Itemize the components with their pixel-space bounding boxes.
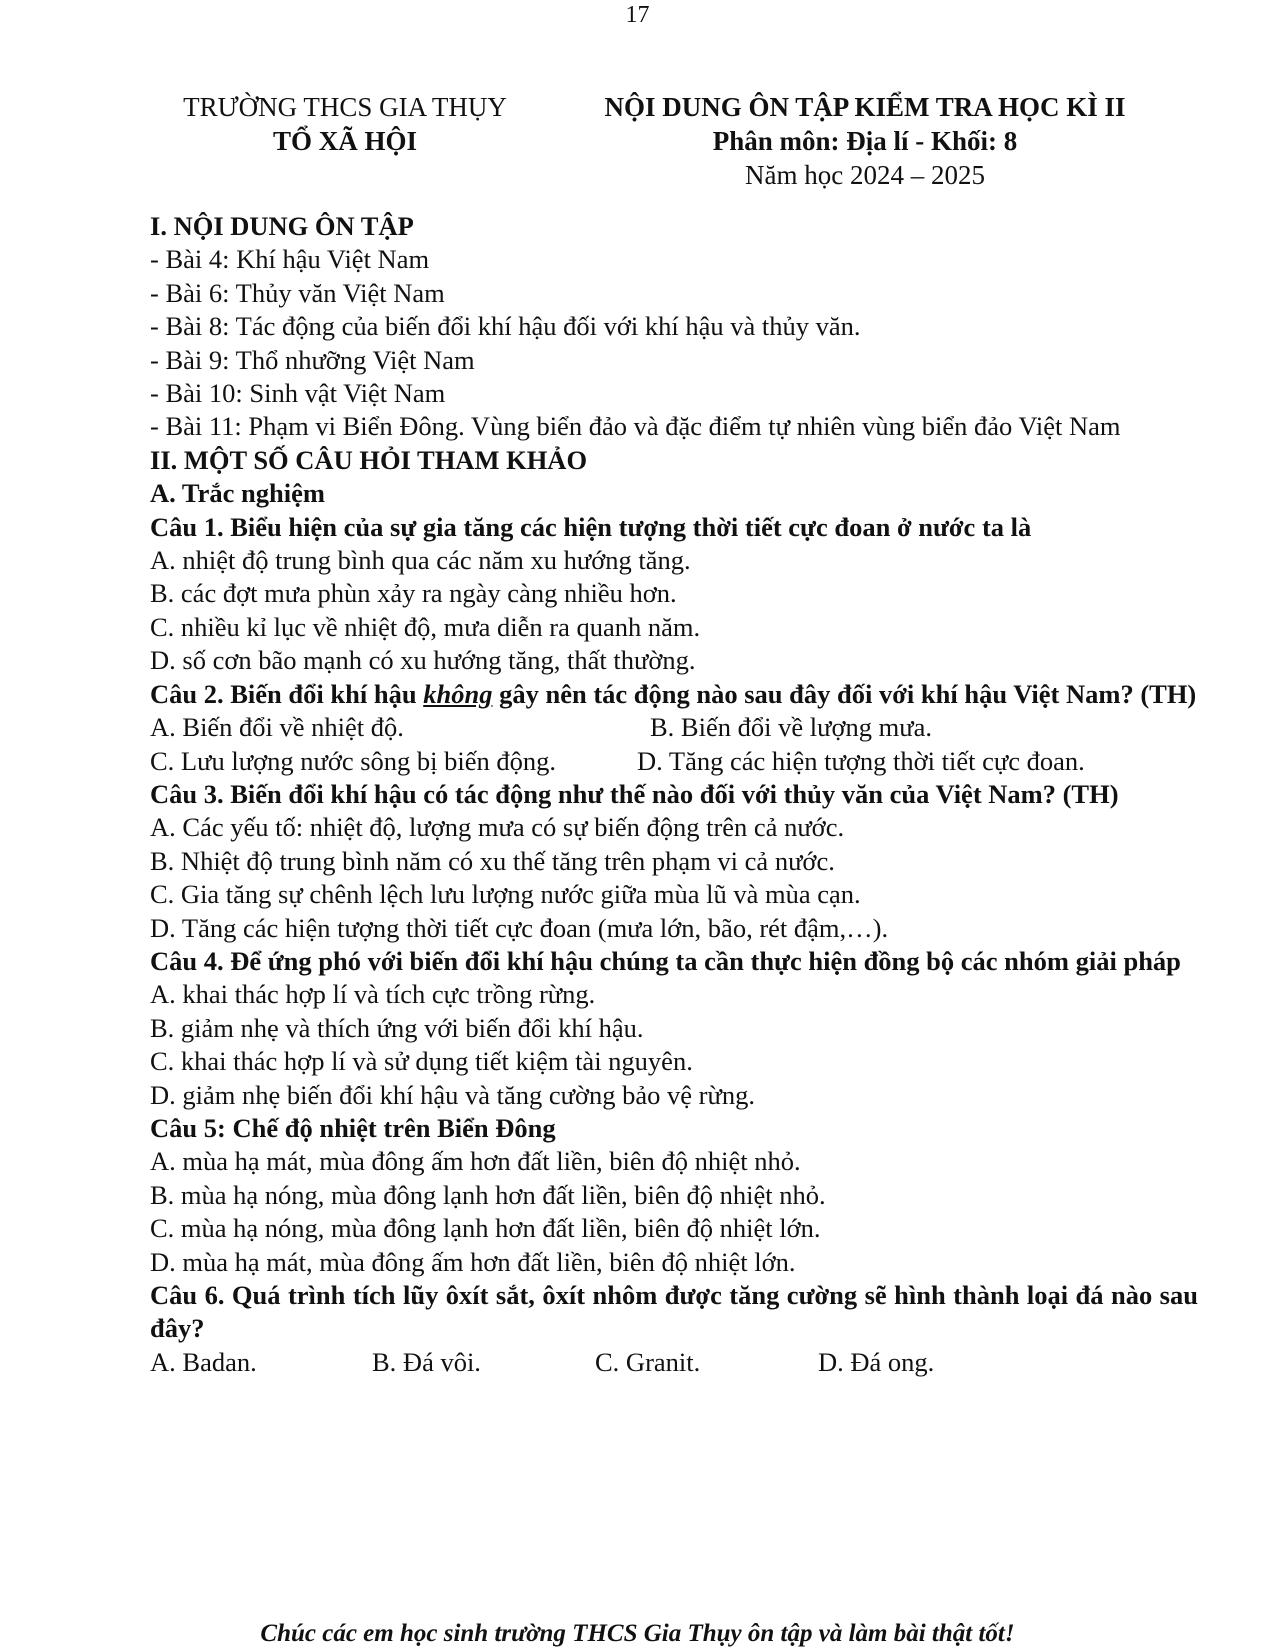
question-6: Câu 6. Quá trình tích lũy ôxít sắt, ôxít nhôm được tăng cường sẽ hình thành loại đá nào sau đây? xyxy=(150,1280,1198,1344)
school-name: TRƯỜNG THCS GIA THỤY xyxy=(183,92,507,122)
option: D. số cơn bão mạnh có xu hướng tăng, thất thường. xyxy=(150,645,696,676)
footer-message: Chúc các em học sinh trường THCS Gia Thụy ôn tập và làm bài thật tốt! xyxy=(260,1620,1015,1647)
question-2 xyxy=(150,678,1198,711)
option-row xyxy=(150,745,1198,778)
list-item: - Bài 6: Thủy văn Việt Nam xyxy=(150,277,445,308)
subject-line: Phân môn: Địa lí - Khối: 8 xyxy=(712,126,1018,156)
option: C. khai thác hợp lí và sử dụng tiết kiệm tài nguyên. xyxy=(150,1046,693,1077)
question-5: Câu 5: Chế độ nhiệt trên Biển Đông xyxy=(150,1112,556,1143)
subsection-heading: A. Trắc nghiệm xyxy=(150,478,325,509)
option: D. Tăng các hiện tượng thời tiết cực đoan (mưa lớn, bão, rét đậm,…). xyxy=(150,912,889,943)
list-item: - Bài 10: Sinh vật Việt Nam xyxy=(150,378,446,409)
list-item: - Bài 9: Thổ nhưỡng Việt Nam xyxy=(150,344,475,375)
section-heading: I. NỘI DUNG ÔN TẬP xyxy=(150,211,414,241)
option: A. nhiệt độ trung bình qua các năm xu hướng tăng. xyxy=(150,545,691,576)
document-title: NỘI DUNG ÔN TẬP KIỂM TRA HỌC KÌ II xyxy=(604,92,1126,122)
page-number: 17 xyxy=(625,2,650,28)
list-item: - Bài 8: Tác động của biến đổi khí hậu đối với khí hậu và thủy văn. xyxy=(150,311,861,342)
option: A. khai thác hợp lí và tích cực trồng rừng. xyxy=(150,979,596,1010)
emphasis-word: không xyxy=(423,678,493,709)
question-text: gây nên tác động nào sau đây đối với khí hậu Việt Nam? (TH) xyxy=(499,678,1197,709)
school-year: Năm học 2024 – 2025 xyxy=(745,160,985,190)
option: C. Lưu lượng nước sông bị biến động. xyxy=(150,745,557,776)
option: C. mùa hạ nóng, mùa đông lạnh hơn đất liền, biên độ nhiệt lớn. xyxy=(150,1213,821,1244)
option: C. Granit. xyxy=(595,1346,701,1377)
option: B. Nhiệt độ trung bình năm có xu thế tăng trên phạm vi cả nước. xyxy=(150,845,835,876)
option: D. mùa hạ mát, mùa đông ấm hơn đất liền, biên độ nhiệt lớn. xyxy=(150,1246,796,1277)
option: D. giảm nhẹ biến đổi khí hậu và tăng cường bảo vệ rừng. xyxy=(150,1079,755,1110)
section-heading: II. MỘT SỐ CÂU HỎI THAM KHẢO xyxy=(150,444,588,475)
option: C. nhiều kỉ lục về nhiệt độ, mưa diễn ra quanh năm. xyxy=(150,611,701,642)
header-left xyxy=(160,90,530,158)
question-text: Câu 2. Biến đổi khí hậu xyxy=(150,678,417,709)
header-right xyxy=(560,90,1170,192)
department-name: TỔ XÃ HỘI xyxy=(272,126,418,156)
option: B. các đợt mưa phùn xảy ra ngày càng nhiều hơn. xyxy=(150,578,677,609)
option: D. Đá ong. xyxy=(818,1346,935,1377)
document-body xyxy=(150,210,1198,1379)
option: C. Gia tăng sự chênh lệch lưu lượng nước giữa mùa lũ và mùa cạn. xyxy=(150,879,861,910)
list-item: - Bài 11: Phạm vi Biển Đông. Vùng biển đảo và đặc điểm tự nhiên vùng biển đảo Việt Nam xyxy=(150,411,1121,442)
option: B. Đá vôi. xyxy=(372,1346,481,1377)
option-row xyxy=(150,711,1198,744)
option: D. Tăng các hiện tượng thời tiết cực đoan. xyxy=(637,745,1085,776)
option: B. giảm nhẹ và thích ứng với biến đổi khí hậu. xyxy=(150,1012,644,1043)
option-row xyxy=(150,1346,1198,1379)
list-item: - Bài 4: Khí hậu Việt Nam xyxy=(150,244,430,275)
option: A. Biến đổi về nhiệt độ. xyxy=(150,712,404,743)
question-1: Câu 1. Biểu hiện của sự gia tăng các hiện tượng thời tiết cực đoan ở nước ta là xyxy=(150,511,1032,542)
option: A. Badan. xyxy=(150,1346,257,1377)
option: B. mùa hạ nóng, mùa đông lạnh hơn đất liền, biên độ nhiệt nhỏ. xyxy=(150,1179,826,1210)
option: A. mùa hạ mát, mùa đông ấm hơn đất liền, biên độ nhiệt nhỏ. xyxy=(150,1146,801,1177)
option: A. Các yếu tố: nhiệt độ, lượng mưa có sự biến động trên cả nước. xyxy=(150,812,845,843)
question-4: Câu 4. Để ứng phó với biến đổi khí hậu chúng ta cần thực hiện đồng bộ các nhóm giải pháp xyxy=(150,945,1181,976)
option: B. Biến đổi về lượng mưa. xyxy=(650,712,932,743)
question-3: Câu 3. Biến đổi khí hậu có tác động như thế nào đối với thủy văn của Việt Nam? (TH) xyxy=(150,778,1119,809)
